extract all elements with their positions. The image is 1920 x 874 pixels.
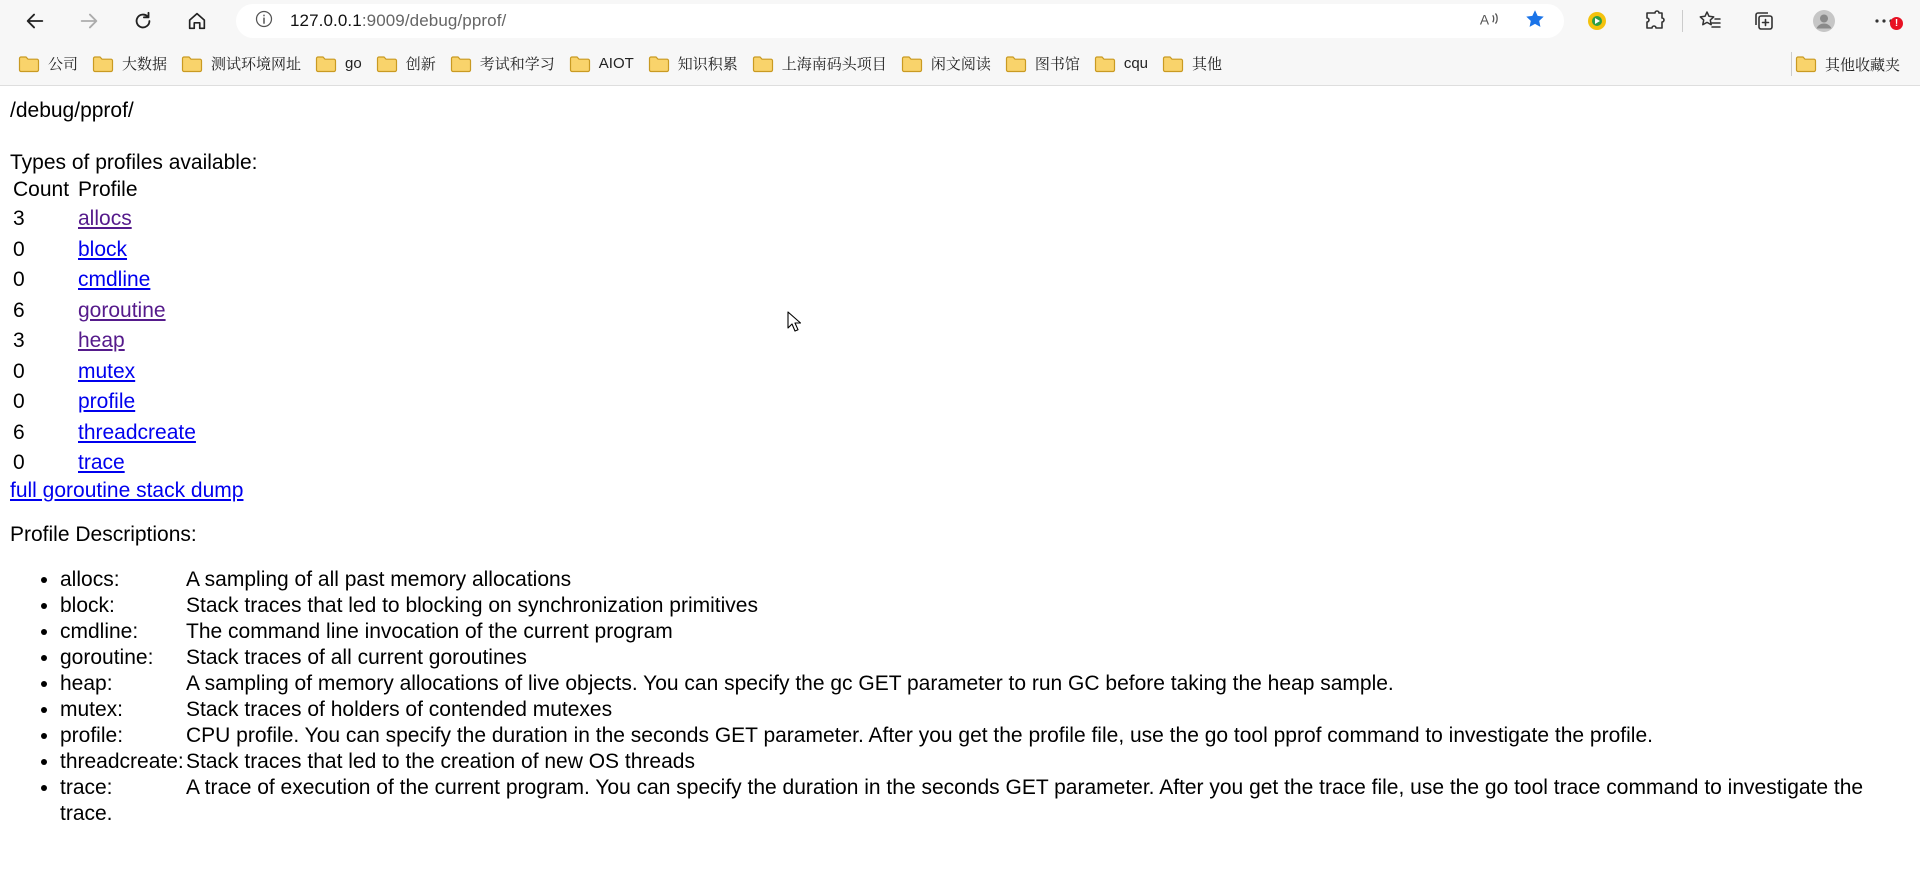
profile-link-allocs[interactable]: allocs	[78, 207, 132, 231]
profile-avatar-icon	[1812, 9, 1836, 33]
bookmark-folder[interactable]	[644, 49, 748, 79]
description-name: goroutine:	[60, 646, 154, 670]
table-row	[13, 327, 196, 356]
folder-icon	[1094, 55, 1116, 73]
home-button[interactable]	[178, 4, 216, 38]
table-row	[13, 235, 196, 264]
types-label: Types of profiles available:	[10, 151, 258, 175]
full-goroutine-dump-link[interactable]: full goroutine stack dump	[10, 479, 244, 503]
profile-cell	[78, 266, 196, 295]
list-item	[60, 723, 1900, 749]
description-name: cmdline:	[60, 620, 139, 644]
bookmark-label: AIOT	[598, 55, 634, 72]
bookmark-label: 测试环境网址	[211, 56, 302, 73]
bookmark-folder[interactable]	[311, 49, 372, 79]
folder-icon	[450, 55, 472, 73]
list-item	[60, 619, 1900, 645]
description-text: CPU profile. You can specify the duration in the seconds GET parameter. After you get the profile file, use the go tool pprof command to investigate the profile.	[186, 724, 1653, 748]
profile-link-heap[interactable]: heap	[78, 329, 125, 353]
bookmark-label: 上海南码头项目	[781, 56, 887, 73]
description-text: A sampling of all past memory allocations	[186, 568, 572, 592]
list-item	[60, 671, 1900, 697]
profile-count: 6	[13, 420, 25, 444]
folder-icon	[648, 55, 670, 73]
bookmark-folder[interactable]	[446, 49, 565, 79]
bookmark-folder[interactable]	[748, 49, 897, 79]
folder-icon	[901, 55, 923, 73]
svg-text:A: A	[1479, 12, 1490, 27]
table-row	[13, 296, 196, 325]
folder-icon	[1795, 55, 1817, 73]
list-item	[60, 567, 1900, 593]
list-item	[60, 775, 1900, 827]
table-row	[13, 357, 196, 386]
bookmark-folder[interactable]	[14, 49, 88, 79]
other-bookmarks-folder[interactable]	[1791, 49, 1910, 79]
profile-cell	[78, 449, 196, 478]
browser-toolbar	[0, 0, 1920, 42]
bookmark-folder[interactable]	[88, 49, 177, 79]
description-name: mutex:	[60, 698, 124, 722]
list-item	[60, 697, 1900, 723]
count-header: Count	[13, 178, 70, 202]
profile-link-trace[interactable]: trace	[78, 451, 125, 475]
bookmark-label: cqu	[1123, 55, 1149, 72]
folder-icon	[92, 55, 114, 73]
collections-icon	[1752, 9, 1776, 33]
description-text: Stack traces of holders of contended mutexes	[186, 698, 613, 722]
browser-actions	[1570, 0, 1911, 42]
table-row	[13, 418, 196, 447]
profile-cell	[78, 357, 196, 386]
descriptions-label: Profile Descriptions:	[10, 523, 197, 547]
description-text: A sampling of memory allocations of live objects. You can specify the gc GET parameter to run GC before taking the heap sample.	[186, 672, 1394, 696]
profile-cell	[78, 296, 196, 325]
more-menu-button[interactable]	[1857, 0, 1911, 42]
description-name: heap:	[60, 672, 113, 696]
bookmark-label: 知识积累	[677, 56, 738, 73]
refresh-icon	[132, 10, 154, 32]
profile-header: Profile	[78, 178, 138, 202]
bookmark-folder[interactable]	[565, 49, 644, 79]
collections-button[interactable]	[1737, 0, 1791, 42]
bookmark-folder[interactable]	[1090, 49, 1158, 79]
bookmark-folder[interactable]	[897, 49, 1001, 79]
info-icon[interactable]	[254, 9, 274, 34]
bookmark-label: 大数据	[122, 56, 168, 73]
notification-badge-icon: !	[1890, 17, 1903, 30]
page-title: /debug/pprof/	[10, 99, 134, 122]
description-text: Stack traces of all current goroutines	[186, 646, 527, 670]
folder-icon	[181, 55, 203, 73]
read-aloud-icon[interactable]	[1478, 8, 1500, 35]
extensions-button[interactable]	[1628, 0, 1682, 42]
extension-badge-button[interactable]	[1570, 0, 1624, 42]
profile-count: 0	[13, 268, 25, 292]
list-item	[60, 749, 1900, 775]
folder-icon	[1162, 55, 1184, 73]
description-name: profile:	[60, 724, 124, 748]
bookmark-label: 图书馆	[1034, 56, 1080, 73]
profile-cell	[78, 327, 196, 356]
description-name: threadcreate:	[60, 750, 184, 774]
profile-button[interactable]	[1797, 0, 1851, 42]
folder-icon	[752, 55, 774, 73]
profile-link-mutex[interactable]: mutex	[78, 359, 136, 383]
bookmark-label: 其他收藏夹	[1824, 56, 1900, 74]
mouse-cursor-icon	[787, 311, 801, 333]
descriptions-list	[10, 567, 1900, 827]
profiles-table	[10, 175, 199, 479]
bookmark-label: 其他	[1192, 56, 1223, 73]
list-item	[60, 645, 1900, 671]
bookmark-label: 考试和学习	[479, 56, 555, 73]
bookmark-folder[interactable]	[177, 49, 311, 79]
refresh-button[interactable]	[124, 4, 162, 38]
table-row	[13, 449, 196, 478]
bookmark-label: 公司	[48, 56, 79, 73]
description-name: trace:	[60, 776, 113, 800]
description-name: block:	[60, 594, 115, 618]
profile-cell	[78, 388, 196, 417]
folder-icon	[1005, 55, 1027, 73]
page-content	[0, 86, 1920, 827]
address-bar[interactable]	[236, 4, 1564, 38]
profile-count: 6	[13, 298, 25, 322]
profile-count: 0	[13, 451, 25, 475]
folder-icon	[376, 55, 398, 73]
description-text: A trace of execution of the current program. You can specify the duration in the seconds GET parameter. After you get the trace file, use the go tool trace command to investigate the trace.	[60, 776, 1864, 826]
description-text: Stack traces that led to the creation of new OS threads	[186, 750, 695, 774]
back-button[interactable]	[16, 4, 54, 38]
profile-link-threadcreate[interactable]: threadcreate	[78, 420, 196, 444]
profile-link-profile[interactable]: profile	[78, 390, 136, 414]
profile-cell	[78, 235, 196, 264]
description-text: Stack traces that led to blocking on synchronization primitives	[186, 594, 758, 618]
puzzle-icon	[1643, 9, 1667, 33]
bookmark-label: 闲文阅读	[930, 56, 991, 73]
bookmark-label: 创新	[405, 56, 436, 73]
favorites-button[interactable]	[1683, 0, 1737, 42]
bookmark-folder[interactable]	[1158, 49, 1232, 79]
forward-arrow-icon	[78, 10, 100, 32]
profile-count: 0	[13, 237, 25, 261]
description-name: allocs:	[60, 568, 120, 592]
favorites-icon	[1698, 9, 1722, 33]
url-text[interactable]: 127.0.0.1:9009/debug/pprof/	[290, 11, 507, 30]
profile-link-block[interactable]: block	[78, 237, 128, 261]
table-row	[13, 205, 196, 234]
profile-count: 0	[13, 359, 25, 383]
folder-icon	[569, 55, 591, 73]
profile-link-cmdline[interactable]: cmdline	[78, 268, 151, 292]
profile-cell	[78, 418, 196, 447]
table-header-row	[13, 177, 196, 202]
back-arrow-icon	[24, 10, 46, 32]
profile-link-goroutine[interactable]: goroutine	[78, 298, 166, 322]
forward-button[interactable]	[70, 4, 108, 38]
table-row	[13, 388, 196, 417]
extension-badge-icon	[1585, 9, 1609, 33]
profile-count: 3	[13, 329, 25, 353]
profile-cell	[78, 205, 196, 234]
bookmark-folder[interactable]	[372, 49, 446, 79]
list-item	[60, 593, 1900, 619]
table-row	[13, 266, 196, 295]
profile-count: 3	[13, 207, 25, 231]
star-icon[interactable]	[1524, 8, 1546, 35]
profile-count: 0	[13, 390, 25, 414]
bookmark-label: go	[345, 55, 362, 72]
folder-icon	[18, 55, 40, 73]
home-icon	[186, 10, 208, 32]
bookmarks-bar	[0, 42, 1920, 86]
description-text: The command line invocation of the current program	[186, 620, 673, 644]
folder-icon	[315, 55, 337, 73]
bookmark-folder[interactable]	[1001, 49, 1090, 79]
